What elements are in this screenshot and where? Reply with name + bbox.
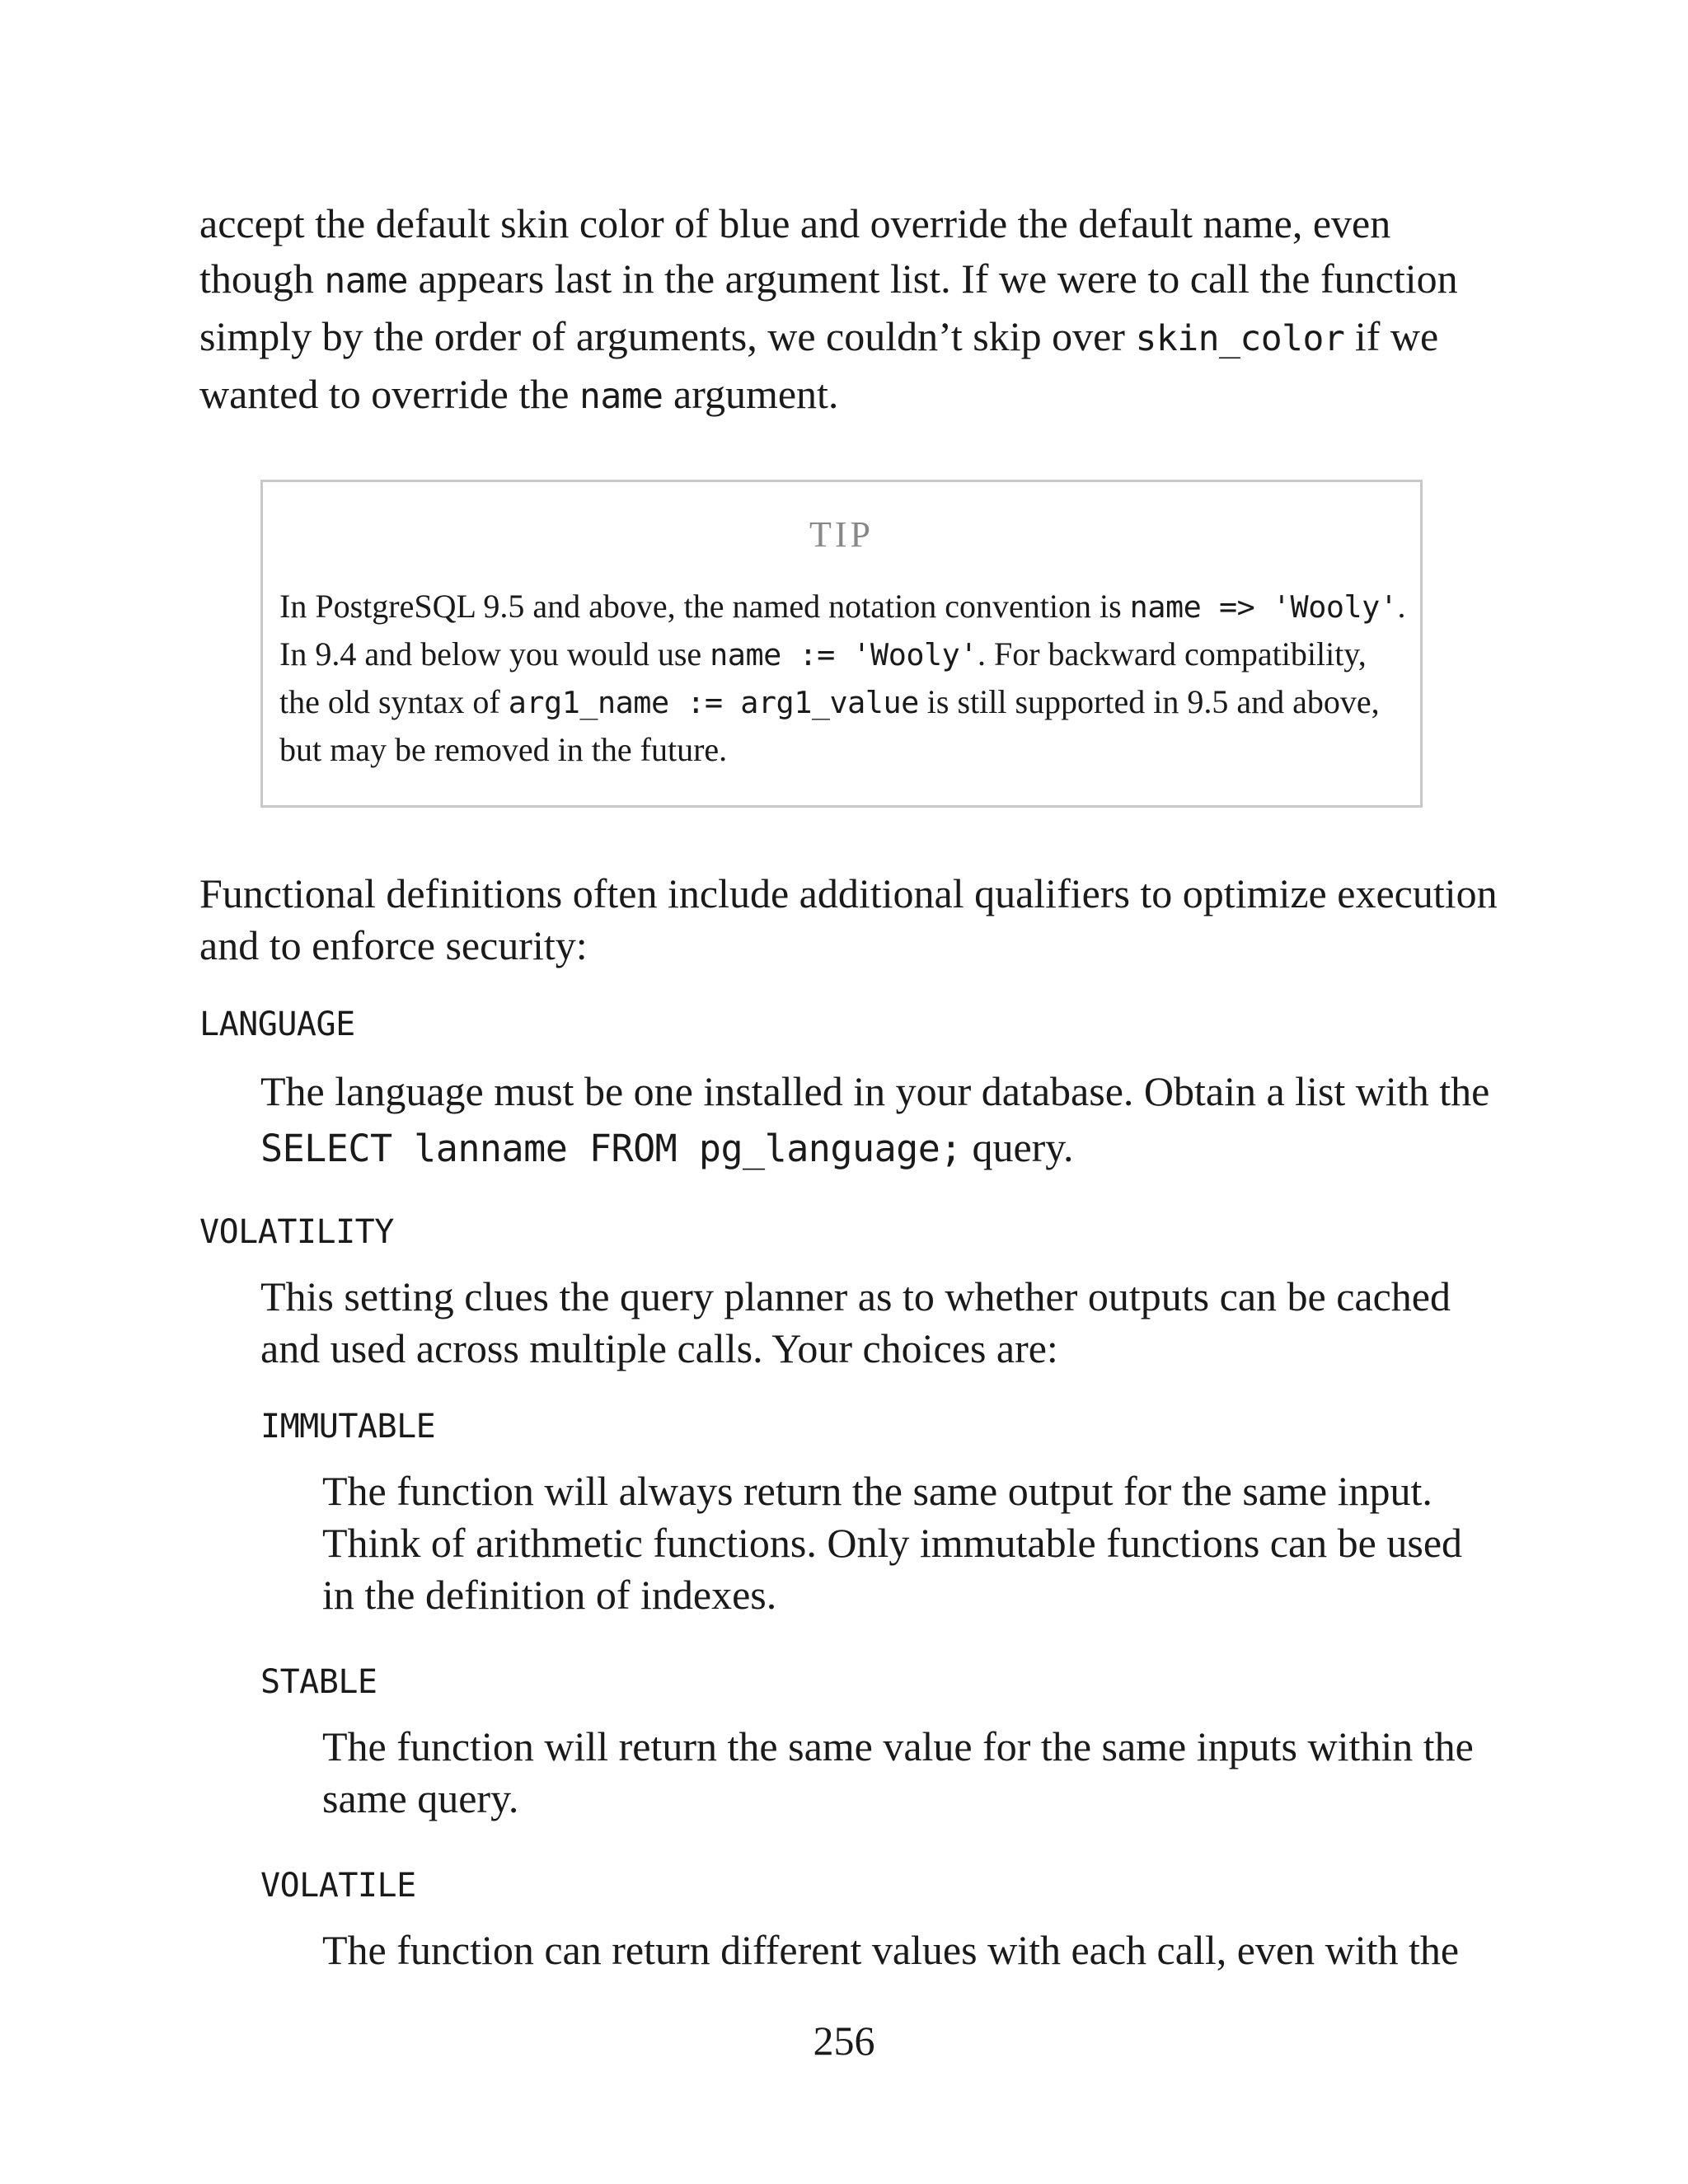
tip-text-3: . For backward compatibility, the old syntax of [279, 635, 1367, 720]
tip-text-1: In PostgreSQL 9.5 and above, the named notation convention is [279, 588, 1130, 625]
code-named-notation-new: name => 'Wooly' [1129, 589, 1398, 625]
intro-text-4: argument. [663, 371, 839, 417]
language-text-2: query. [961, 1124, 1074, 1170]
intro-text-1: accept the default skin color of blue and override the default name, even though [199, 200, 1391, 302]
intro-paragraph [199, 196, 1510, 424]
definition-language [260, 1063, 1497, 1177]
tip-text-4: is still supported in 9.5 and above, but may be removed in the future. [279, 683, 1380, 768]
definition-immutable: The function will always return the same output for the same input. Think of arithmetic functions. Only immutable functions can be used in the definition of indexes. [322, 1468, 1463, 1618]
term-stable: STABLE [260, 1663, 377, 1701]
term-volatility: VOLATILITY [199, 1213, 394, 1251]
code-skin-color: skin_color [1135, 318, 1345, 359]
definition-stable: The function will return the same value for the same inputs within the same query. [322, 1723, 1474, 1821]
term-language: LANGUAGE [199, 1005, 355, 1043]
term-volatile: VOLATILE [260, 1867, 416, 1905]
language-text-1: The language must be one installed in your database. Obtain a list with the [260, 1068, 1490, 1114]
code-name-1: name [324, 260, 408, 302]
tip-box [260, 480, 1423, 808]
code-select-lanname: SELECT lanname FROM pg_language; [260, 1127, 962, 1170]
intro-text-2: appears last in the argument list. If we were to call the function simply by the order of arguments, we couldn’t skip over [199, 255, 1458, 359]
code-named-notation-old: name := 'Wooly' [710, 637, 978, 673]
code-name-2: name [579, 376, 663, 417]
code-arg-syntax: arg1_name := arg1_value [508, 685, 919, 720]
tip-text-2: . In 9.4 and below you would use [279, 588, 1406, 673]
term-immutable: IMMUTABLE [260, 1408, 436, 1446]
tip-title: TIP [809, 514, 874, 555]
page-number: 256 [813, 2018, 875, 2064]
tip-text [279, 583, 1409, 773]
intro-text-3: if we wanted to override the [199, 313, 1439, 417]
definition-volatile: The function can return different values with each call, even with the [322, 1927, 1460, 1973]
qualifiers-intro-paragraph: Functional definitions often include additional qualifiers to optimize execution and to enforce security: [199, 870, 1498, 968]
definition-volatility: This setting clues the query planner as to whether outputs can be cached and used across multiple calls. Your choices are: [260, 1273, 1451, 1371]
